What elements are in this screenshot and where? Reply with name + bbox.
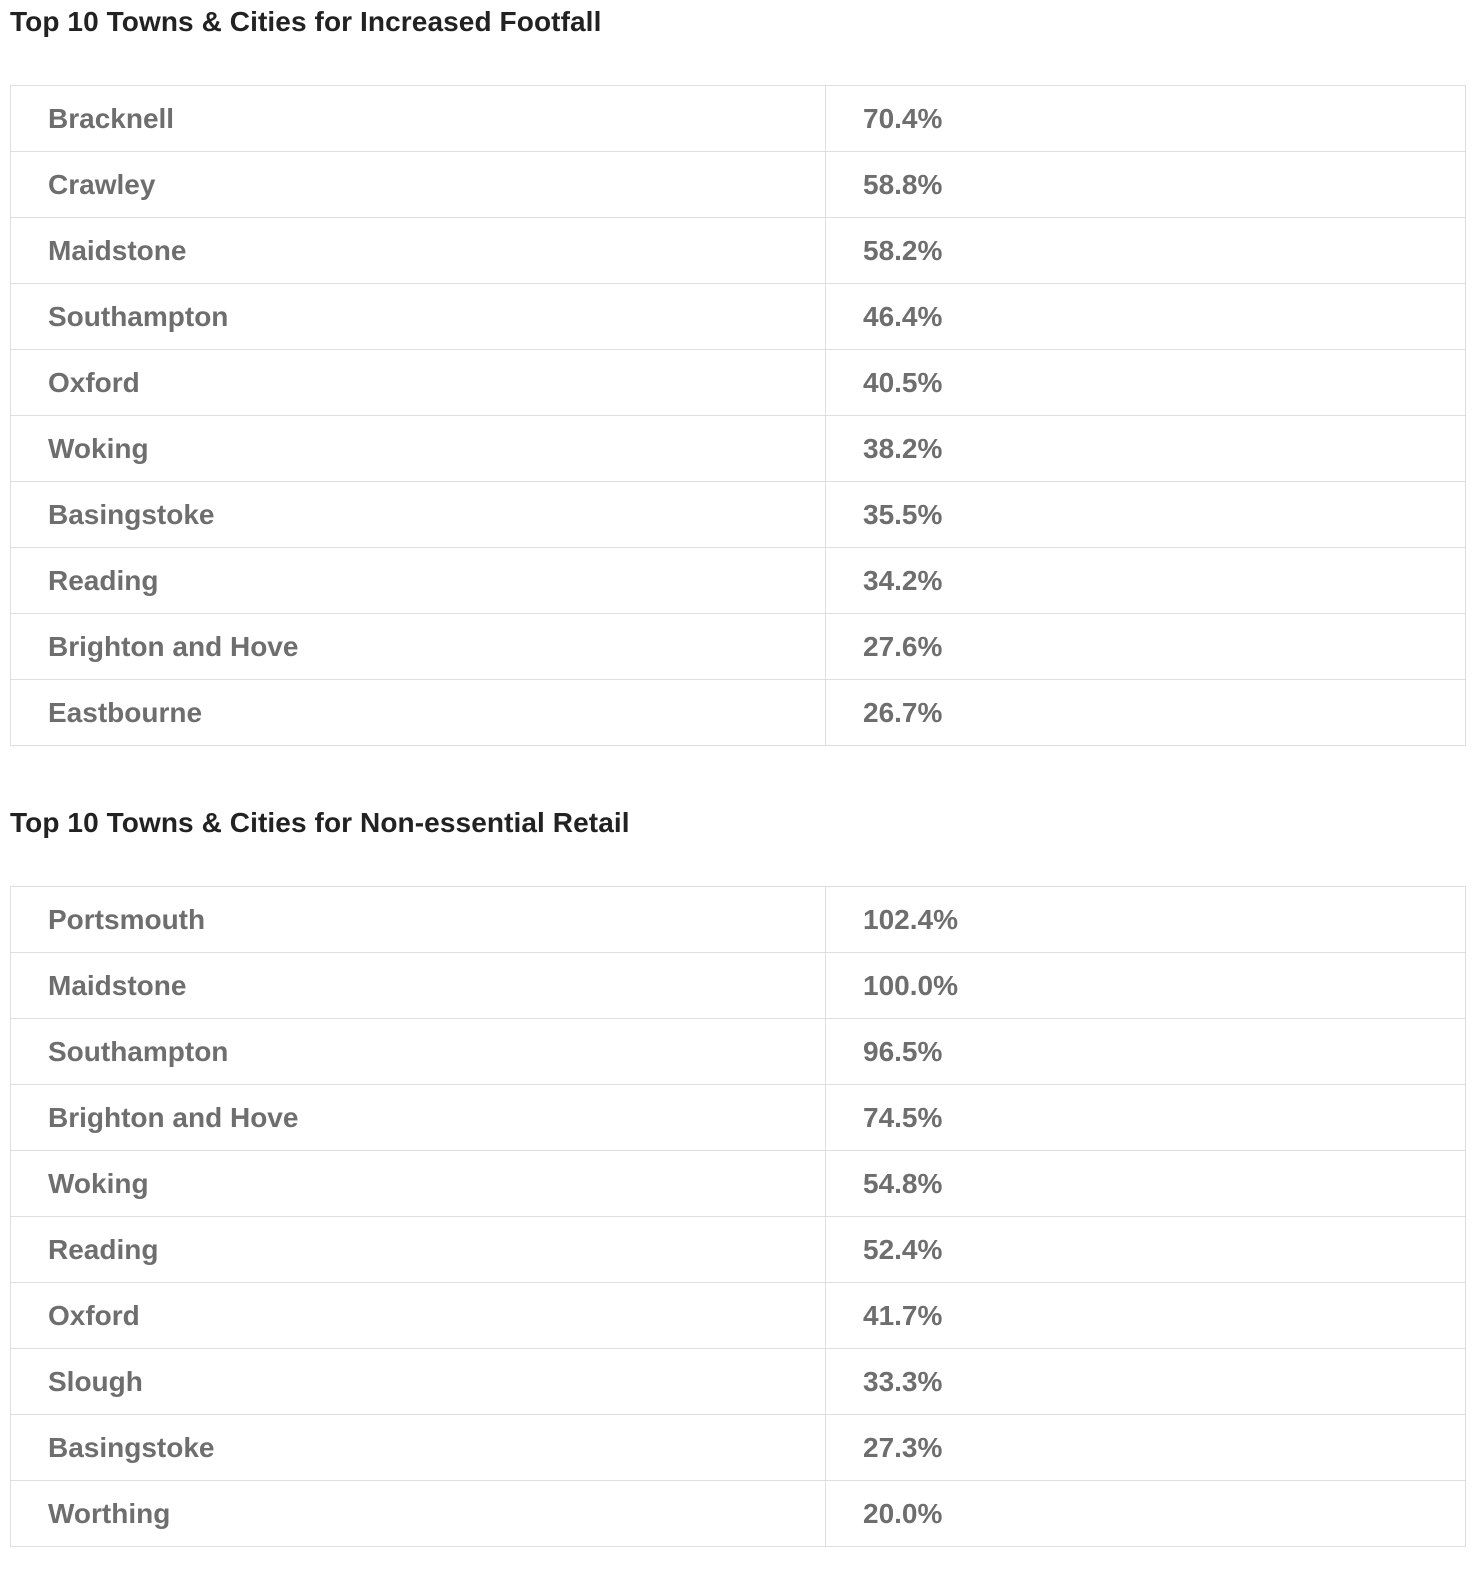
city-name-cell: Crawley xyxy=(11,152,826,218)
table-row xyxy=(11,614,1466,680)
city-name-cell: Portsmouth xyxy=(11,887,826,953)
table-row xyxy=(11,1283,1466,1349)
retail-table-title: Top 10 Towns & Cities for Non-essential Retail xyxy=(10,807,630,838)
percentage-cell: 27.3% xyxy=(826,1415,1466,1481)
percentage-cell: 20.0% xyxy=(826,1481,1466,1547)
table-row xyxy=(11,953,1466,1019)
city-name-cell: Reading xyxy=(11,1217,826,1283)
percentage-cell: 26.7% xyxy=(826,680,1466,746)
table-row xyxy=(11,1151,1466,1217)
percentage-cell: 33.3% xyxy=(826,1349,1466,1415)
percentage-cell: 38.2% xyxy=(826,416,1466,482)
city-name-cell: Worthing xyxy=(11,1481,826,1547)
city-name-cell: Brighton and Hove xyxy=(11,614,826,680)
city-name-cell: Maidstone xyxy=(11,218,826,284)
table-row xyxy=(11,1481,1466,1547)
percentage-cell: 96.5% xyxy=(826,1019,1466,1085)
table-row xyxy=(11,887,1466,953)
table-row xyxy=(11,152,1466,218)
city-name-cell: Maidstone xyxy=(11,953,826,1019)
percentage-cell: 70.4% xyxy=(826,86,1466,152)
city-name-cell: Oxford xyxy=(11,350,826,416)
percentage-cell: 46.4% xyxy=(826,284,1466,350)
percentage-cell: 58.2% xyxy=(826,218,1466,284)
table-row xyxy=(11,1349,1466,1415)
city-name-cell: Basingstoke xyxy=(11,482,826,548)
city-name-cell: Eastbourne xyxy=(11,680,826,746)
percentage-cell: 58.8% xyxy=(826,152,1466,218)
city-name-cell: Oxford xyxy=(11,1283,826,1349)
city-name-cell: Slough xyxy=(11,1349,826,1415)
percentage-cell: 34.2% xyxy=(826,548,1466,614)
percentage-cell: 27.6% xyxy=(826,614,1466,680)
percentage-cell: 41.7% xyxy=(826,1283,1466,1349)
table-row xyxy=(11,548,1466,614)
table-row xyxy=(11,1019,1466,1085)
table-row xyxy=(11,1217,1466,1283)
table-row xyxy=(11,350,1466,416)
city-name-cell: Southampton xyxy=(11,284,826,350)
footfall-table-title: Top 10 Towns & Cities for Increased Footfall xyxy=(10,6,602,37)
city-name-cell: Reading xyxy=(11,548,826,614)
percentage-cell: 54.8% xyxy=(826,1151,1466,1217)
retail-table xyxy=(10,886,1466,1547)
table-row xyxy=(11,1085,1466,1151)
city-name-cell: Southampton xyxy=(11,1019,826,1085)
percentage-cell: 102.4% xyxy=(826,887,1466,953)
city-name-cell: Basingstoke xyxy=(11,1415,826,1481)
percentage-cell: 40.5% xyxy=(826,350,1466,416)
city-name-cell: Brighton and Hove xyxy=(11,1085,826,1151)
percentage-cell: 35.5% xyxy=(826,482,1466,548)
table-row xyxy=(11,416,1466,482)
percentage-cell: 100.0% xyxy=(826,953,1466,1019)
city-name-cell: Woking xyxy=(11,416,826,482)
table-row xyxy=(11,680,1466,746)
percentage-cell: 74.5% xyxy=(826,1085,1466,1151)
footfall-table xyxy=(10,85,1466,746)
table-row xyxy=(11,1415,1466,1481)
table-row xyxy=(11,86,1466,152)
table-row xyxy=(11,284,1466,350)
table-row xyxy=(11,218,1466,284)
percentage-cell: 52.4% xyxy=(826,1217,1466,1283)
table-row xyxy=(11,482,1466,548)
city-name-cell: Woking xyxy=(11,1151,826,1217)
city-name-cell: Bracknell xyxy=(11,86,826,152)
